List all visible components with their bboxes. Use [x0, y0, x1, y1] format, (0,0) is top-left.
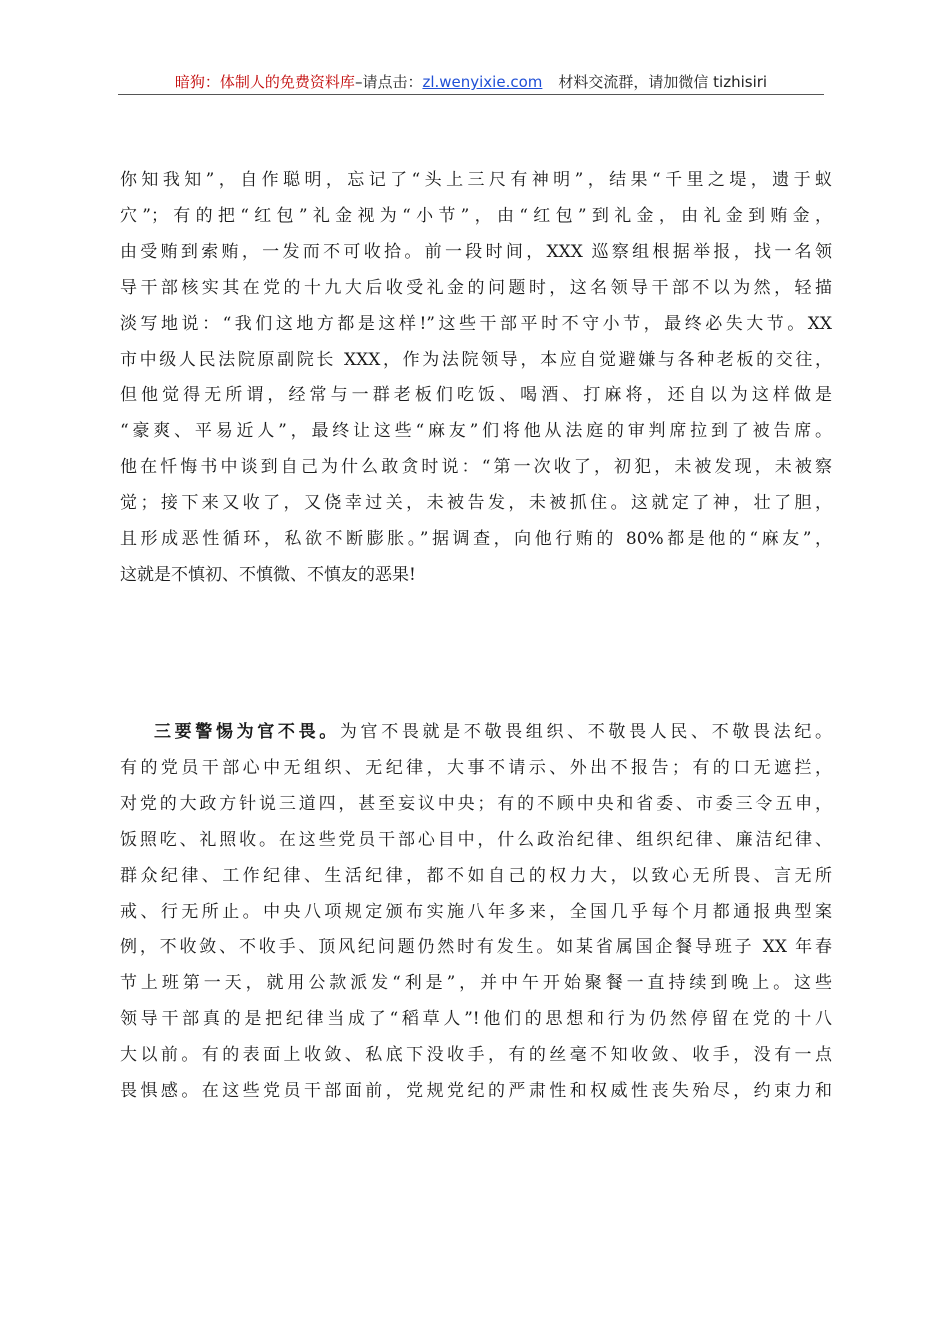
paragraph-line: 这就是不慎初、不慎微、不慎友的恶果! [120, 564, 416, 585]
paragraph-line: 觉；接下来又收了，又侥幸过关，未被告发，未被抓住。这就定了神，壮了胆， [120, 493, 832, 514]
paragraph-line: 你知我知”，自作聪明，忘记了“头上三尺有神明”，结果“千里之堤，遗于蚁 [120, 170, 832, 190]
paragraph-line: “豪爽、平易近人”，最终让这些“麻友”们将他从法庭的审判席拉到了被告席。 [120, 421, 832, 442]
paragraph-first-line [120, 715, 832, 751]
paragraph-line: 群众纪律、工作纪律、生活纪律，都不如自己的权力大，以致心无所畏、言无所 [120, 865, 832, 886]
page-header [118, 70, 824, 94]
header-link[interactable]: zl.wenyixie.com [422, 73, 543, 91]
section-heading: 三要警惕为官不畏。 [154, 722, 340, 742]
paragraph-line: 导干部核实其在党的十九大后收受礼金的问题时，这名领导干部不以为然，轻描 [120, 277, 832, 298]
paragraph-line: 对党的大政方针说三道四，甚至妄议中央；有的不顾中央和省委、市委三令五申， [120, 793, 832, 814]
header-click-prompt: –请点击： [354, 73, 423, 91]
paragraph-line: 领导干部真的是把纪律当成了“稻草人”!他们的思想和行为仍然停留在党的十八 [120, 1009, 832, 1030]
paragraph-line: 例，不收敛、不收手、顶风纪问题仍然时有发生。如某省属国企餐导班子 XX 年春 [120, 937, 832, 958]
paragraph-line: 但他觉得无所谓，经常与一群老板们吃饭、喝酒、打麻将，还自以为这样做是 [120, 385, 832, 406]
paragraph-line: 由受贿到索贿，一发而不可收拾。前一段时间，XXX 巡察组根据举报，找一名领 [120, 241, 832, 262]
paragraph-line: 市中级人民法院原副院长 XXX，作为法院领导，本应自觉避嫌与各种老板的交往， [120, 349, 832, 370]
paragraph-line: 大以前。有的表面上收敛、私底下没收手，有的丝毫不知收敛、收手，没有一点 [120, 1045, 832, 1066]
paragraph-line: 饭照吃、礼照收。在这些党员干部心目中，什么政治纪律、组织纪律、廉洁纪律、 [120, 829, 832, 850]
header-group-text: 材料交流群，请加微信 tizhisiri [558, 73, 768, 91]
paragraph-line: 节上班第一天，就用公款派发“利是”，并中午开始聚餐一直持续到晚上。这些 [120, 973, 832, 994]
paragraph-line: 他在忏悔书中谈到自己为什么敢贪时说：“第一次收了，初犯，未被发现，未被察 [120, 457, 832, 478]
paragraph-line: 戒、行无所止。中央八项规定颁布实施八年多来，全国几乎每个月都通报典型案 [120, 901, 832, 922]
paragraph-line: 有的党员干部心中无组织、无纪律，大事不请示、外出不报告；有的口无遮拦， [120, 757, 832, 778]
paragraph-line: 且形成恶性循环，私欲不断膨胀。”据调查，向他行贿的 80%都是他的“麻友”， [120, 529, 832, 550]
paragraph-line: 畏惧感。在这些党员干部面前，党规党纪的严肃性和权威性丧失殆尽，约束力和 [120, 1081, 832, 1102]
header-brand: 暗狗：体制人的免费资料库 [174, 73, 355, 91]
paragraph-line: 淡写地说：“我们这地方都是这样!”这些干部平时不守小节，最终必失大节。XX [120, 313, 832, 334]
header-divider [118, 94, 824, 95]
paragraph-1 [120, 163, 832, 594]
paragraph-2 [120, 715, 832, 1110]
paragraph-first-line-text: 为官不畏就是不敬畏组织、不敬畏人民、不敬畏法纪。 [339, 722, 832, 742]
paragraph-line: 穴”；有的把“红包”礼金视为“小节”，由“红包”到礼金，由礼金到贿金， [120, 205, 832, 226]
